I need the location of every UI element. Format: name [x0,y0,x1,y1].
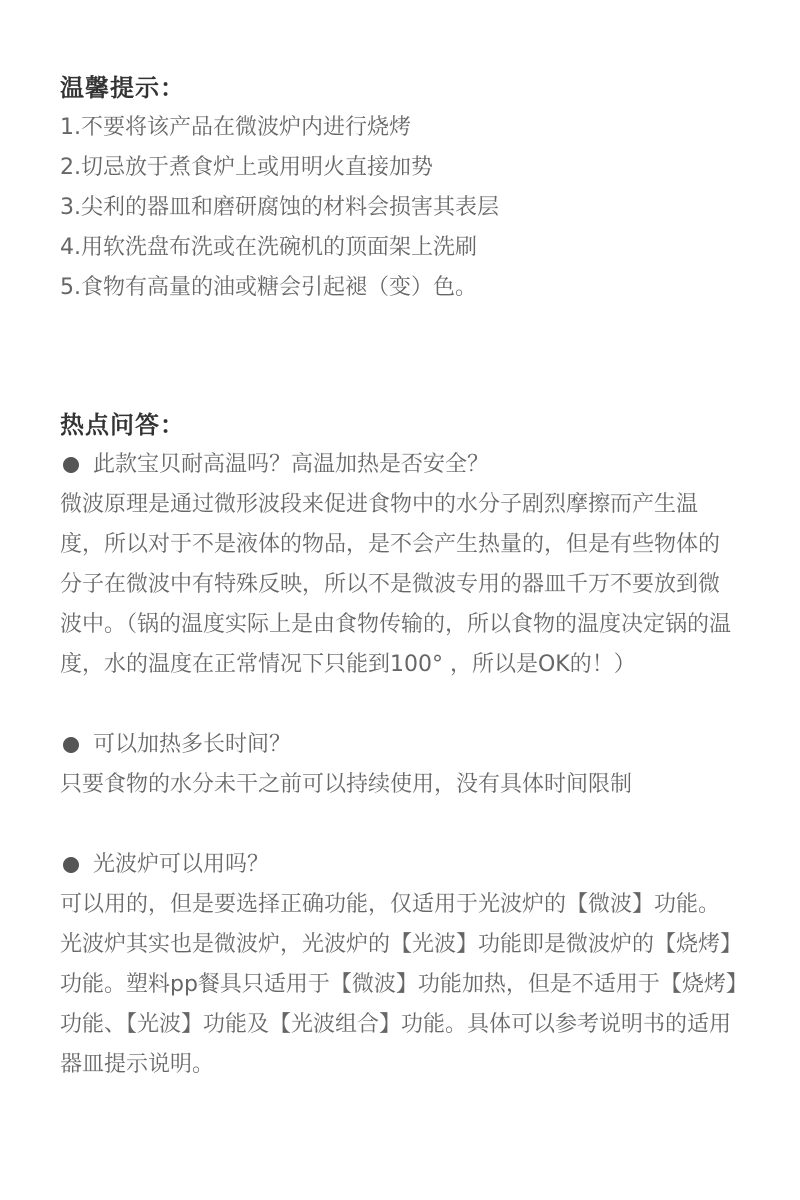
faq-answer-paragraph: 光波炉其实也是微波炉，光波炉的【光波】功能即是微波炉的【烧烤】功能。塑料pp餐具只适用于【微波】功能加热，但是不适用于【烧烤】功能、【光波】功能及【光波组合】功能。具体可以参考说明书的适用器皿提示说明。 [60,932,737,1077]
tip-item: 1.不要将该产品在微波炉内进行烧烤 [60,115,411,140]
faq-question [60,445,740,485]
faq-question-text: 光波炉可以用吗？ [93,852,270,877]
faq-answer [60,765,740,805]
faq-item [60,845,740,1085]
tip-item: 3.尖利的器皿和磨研腐蚀的材料会损害其表层 [60,195,499,220]
faq-question-text: 此款宝贝耐高温吗？高温加热是否安全？ [93,452,490,477]
faq-title: 热点问答： [60,411,185,439]
faq-answer [60,485,740,685]
faq-question-text: 可以加热多长时间？ [93,732,292,757]
tip-item: 2.切忌放于煮食炉上或用明火直接加势 [60,155,433,180]
tip-item: 5.食物有高量的油或糖会引起褪（变）色。 [60,275,477,300]
faq-answer-paragraph: 可以用的，但是要选择正确功能，仅适用于光波炉的【微波】功能。 [60,892,721,917]
bullet-icon [63,457,79,473]
faq-item [60,445,740,685]
tip-item: 4.用软洗盘布洗或在洗碗机的顶面架上洗刷 [60,235,477,260]
faq-question [60,725,740,765]
tips-section [60,68,740,308]
faq-item [60,725,740,805]
bullet-icon [63,857,79,873]
faq-section [60,405,740,1125]
faq-answer-paragraph: 微波原理是通过微形波段来促进食物中的水分子剧烈摩擦而产生温度，所以对于不是液体的物品，是不会产生热量的，但是有些物体的分子在微波中有特殊反映，所以不是微波专用的器皿千万不要放到微波中。（锅的温度实际上是由食物传输的，所以食物的温度决定锅的温度，水的温度在正常情况下只能到100° ，所以是OK的！） [60,492,732,677]
tips-title: 温馨提示： [60,74,185,102]
tips-list [60,108,740,308]
faq-answer-paragraph: 只要食物的水分未干之前可以持续使用，没有具体时间限制 [60,772,633,797]
bullet-icon [63,737,79,753]
faq-answer [60,885,740,1085]
faq-question [60,845,740,885]
